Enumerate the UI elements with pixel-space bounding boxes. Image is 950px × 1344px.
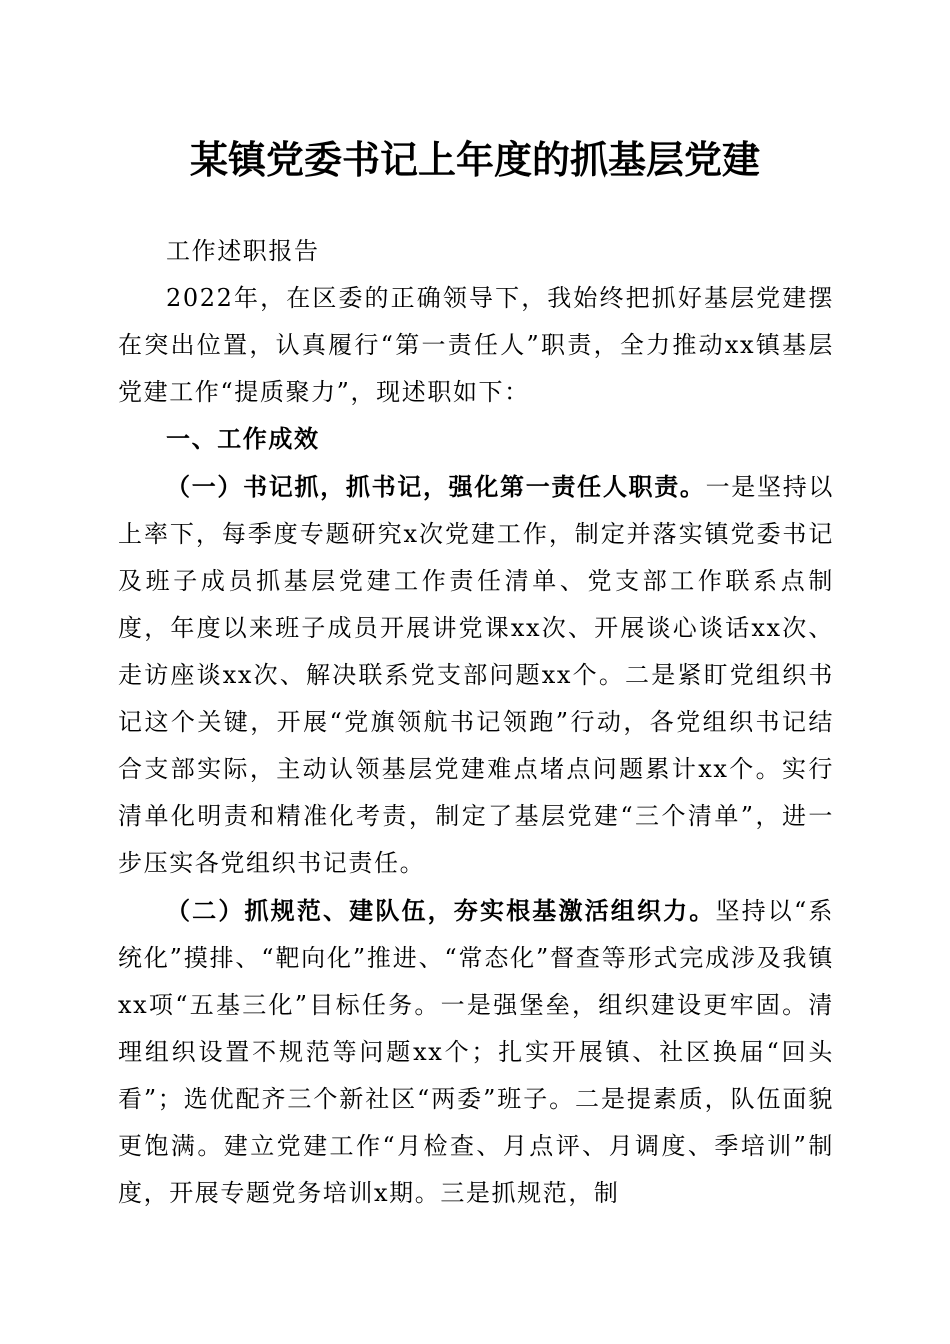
paragraph-2-text: 坚持以“系统化”摸排、“靶向化”推进、“常态化”督查等形式完成涉及我镇xx项“五基三化”目标任务。一是强堡垒，组织建设更牢固。清理组织设置不规范等问题xx个；扎实开展镇、社区换届“回头看”；选优配齐三个新社区“两委”班子。二是提素质，队伍面貌更饱满。建立党建工作“月检查、月点评、月调度、季培训”制度，开展专题党务培训x期。三是抓规范，制 xyxy=(118,897,834,1207)
section-heading: 一、工作成效 xyxy=(166,425,320,453)
paragraph-1-lead: （一）书记抓，抓书记，强化第一责任人职责。 xyxy=(166,472,706,501)
document-body xyxy=(118,228,834,1217)
document-subtitle: 工作述职报告 xyxy=(166,237,320,265)
paragraph-2-lead: （二）抓规范、建队伍，夯实根基激活组织力。 xyxy=(166,896,716,925)
paragraph-1-text: 一是坚持以上率下，每季度专题研究x次党建工作，制定并落实镇党委书记及班子成员抓基层党建工作责任清单、党支部工作联系点制度，年度以来班子成员开展讲党课xx次、开展谈心谈话xx次、走访座谈xx次、解决联系党支部问题xx个。二是紧盯党组织书记这个关键，开展“党旗领航书记领跑”行动，各党组织书记结合支部实际，主动认领基层党建难点堵点问题累计xx个。实行清单化明责和精准化考责，制定了基层党建“三个清单”，进一步压实各党组织书记责任。 xyxy=(118,473,834,877)
paragraph-2 xyxy=(118,887,834,1217)
paragraph-1 xyxy=(118,463,834,887)
intro-paragraph: 2022年，在区委的正确领导下，我始终把抓好基层党建摆在突出位置，认真履行“第一责任人”职责，全力推动xx镇基层党建工作“提质聚力”，现述职如下： xyxy=(118,284,834,406)
document-title: 某镇党委书记上年度的抓基层党建 xyxy=(189,137,760,182)
